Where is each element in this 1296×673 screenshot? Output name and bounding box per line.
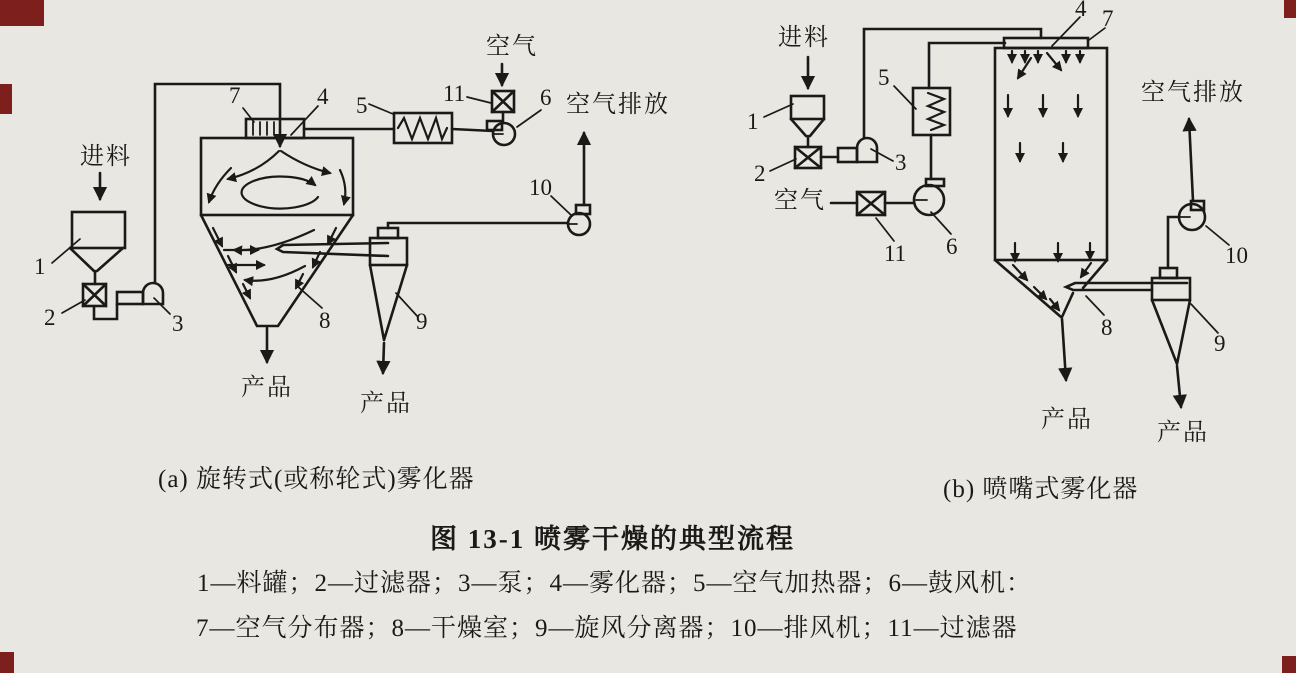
blower-6-a (487, 121, 515, 145)
num-7-a: 7 (229, 83, 241, 108)
num-8-a: 8 (319, 308, 331, 333)
num-8-b: 8 (1101, 315, 1113, 340)
num-1-a: 1 (34, 254, 46, 279)
num-9-b: 9 (1214, 331, 1226, 356)
blower-6-b (914, 179, 944, 215)
air-heater-5-b (913, 43, 1005, 179)
caption-b: (b) 喷嘴式雾化器 (943, 476, 1139, 503)
duct-to-fan-b (1168, 217, 1178, 268)
feed-tank-1-a (70, 212, 125, 284)
num-1-b: 1 (747, 109, 759, 134)
num-4-b: 4 (1075, 0, 1087, 21)
cyclone-9-a (370, 228, 407, 373)
panel-b (764, 17, 1229, 407)
num-4-a: 4 (317, 84, 329, 109)
pointer-lines-b (764, 17, 1229, 333)
filter-2-b (795, 147, 838, 168)
filter-11-b (857, 192, 914, 215)
legend-line-1: 1—料罐；2—过滤器；3—泵；4—雾化器；5—空气加热器；6—鼓风机： (197, 570, 1033, 597)
num-7-b: 7 (1102, 6, 1114, 31)
feed-tank-1-b (791, 96, 824, 147)
num-3-a: 3 (172, 311, 184, 336)
duct-to-fan-a (388, 223, 568, 228)
num-5-b: 5 (878, 65, 890, 90)
scan-mark-top-left (0, 0, 44, 26)
num-5-a: 5 (356, 93, 368, 118)
air-label-b: 空气 (774, 188, 826, 214)
exhaust-fan-10-b (1179, 201, 1205, 230)
feed-label-b: 进料 (778, 25, 830, 51)
num-2-a: 2 (44, 305, 56, 330)
feed-label-a: 进料 (80, 144, 132, 170)
filter-2-a (83, 284, 117, 319)
product-label-dryer-b: 产品 (1041, 407, 1093, 433)
swirl-arrows-a (209, 151, 345, 298)
feed-pipe-b (864, 29, 1041, 138)
num-6-b: 6 (946, 234, 958, 259)
num-2-b: 2 (754, 161, 766, 186)
num-10-a: 10 (529, 175, 552, 200)
air-exhaust-label-b: 空气排放 (1141, 80, 1245, 106)
scan-mark-left-edge (0, 84, 12, 114)
num-3-b: 3 (895, 150, 907, 175)
caption-a: (a) 旋转式(或称轮式)雾化器 (158, 466, 475, 493)
num-6-a: 6 (540, 85, 552, 110)
scan-mark-top-right (1284, 0, 1296, 18)
air-exhaust-label-a: 空气排放 (566, 92, 670, 118)
scan-mark-bottom-left (0, 652, 14, 673)
filter-11-a (492, 91, 514, 122)
figure-title: 图 13-1 喷雾干燥的典型流程 (430, 524, 795, 554)
product-arrow-dryer-b (1062, 319, 1066, 380)
air-exhaust-arrow-b (1189, 119, 1193, 201)
product-label-dryer-a: 产品 (241, 375, 293, 401)
duct-to-cyclone-a (277, 243, 388, 256)
exhaust-fan-10-a (568, 205, 590, 235)
num-9-a: 9 (416, 309, 428, 334)
num-10-b: 10 (1225, 243, 1248, 268)
product-label-cyclone-b: 产品 (1157, 420, 1209, 446)
legend-line-2: 7—空气分布器；8—干燥室；9—旋风分离器；10—排风机；11—过滤器 (196, 615, 1018, 642)
drying-chamber-8-a (201, 138, 353, 326)
flow-arrows-b (1008, 51, 1091, 310)
drying-tower-8-b (995, 38, 1107, 317)
cyclone-9-b (1152, 268, 1190, 407)
air-label-a: 空气 (486, 34, 538, 60)
num-11-a: 11 (443, 81, 466, 106)
product-label-cyclone-a: 产品 (360, 391, 412, 417)
num-11-b: 11 (884, 241, 907, 266)
scan-mark-bottom-right (1282, 656, 1296, 673)
